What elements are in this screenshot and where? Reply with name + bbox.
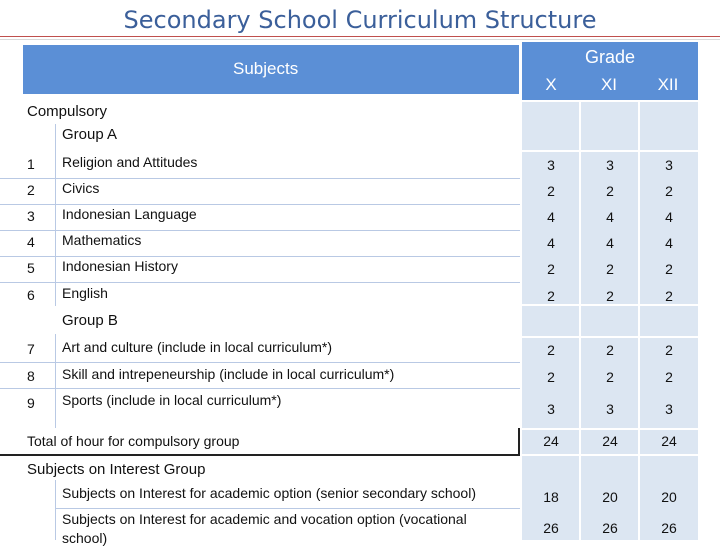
grade-cell [640,306,698,336]
grade-x-value: 3 [547,401,555,417]
grade-cell [522,102,579,150]
grade-xi-value: 2 [606,261,614,277]
grade-cell [581,152,638,304]
grade-x-value: 3 [547,157,555,173]
grade-cell [522,152,579,304]
subject-name-continued: school) [62,530,108,546]
compulsory-label: Compulsory [27,103,108,120]
grade-x-header: X [545,75,557,94]
subject-name: Civics [62,180,100,196]
subject-name: Indonesian History [62,258,178,274]
subject-name: Subjects on Interest for academic and vocation option (vocational [62,511,467,527]
grade-xii-value: 2 [665,288,673,304]
total-xii-value: 24 [661,433,677,449]
grade-xii-value: 3 [665,157,673,173]
interest-group-label: Subjects on Interest Group [27,461,206,478]
subject-name: Religion and Attitudes [62,154,198,170]
group-a-label: Group A [62,126,118,143]
grade-xii-value: 2 [665,369,673,385]
grade-x-value: 2 [547,369,555,385]
grade-xii-value: 4 [665,209,673,225]
row-number: 3 [27,208,35,224]
grade-header [522,42,698,100]
row-number: 5 [27,260,35,276]
grade-xii-value: 2 [665,183,673,199]
subject-name: Mathematics [62,232,142,248]
grade-xi-value: 4 [606,209,614,225]
grade-x-value: 26 [543,520,559,536]
grade-x-value: 18 [543,489,559,505]
grade-x-value: 4 [547,235,555,251]
grade-xii-value: 26 [661,520,677,536]
grade-xi-value: 2 [606,369,614,385]
total-xi-value: 24 [602,433,618,449]
row-number: 6 [27,287,35,303]
subject-name: Indonesian Language [62,206,197,222]
total-x-value: 24 [543,433,559,449]
grade-x-value: 2 [547,342,555,358]
grade-xi-value: 2 [606,342,614,358]
grade-xi-value: 26 [602,520,618,536]
subjects-header-label: Subjects [233,59,299,78]
total-label: Total of hour for compulsory group [27,433,240,449]
grade-x-value: 2 [547,288,555,304]
grade-xii-value: 2 [665,261,673,277]
grade-cell [640,102,698,150]
page-title: Secondary School Curriculum Structure [123,6,597,34]
row-number: 1 [27,156,35,172]
grade-xii-header: XII [657,75,679,94]
grade-xi-header: XI [600,75,618,94]
grade-xii-value: 3 [665,401,673,417]
title-divider-shadow [0,39,720,40]
grade-cell [581,306,638,336]
subject-name: English [62,285,108,301]
grade-cell [640,152,698,304]
grade-cell [522,306,579,336]
grade-x-value: 2 [547,261,555,277]
row-number: 2 [27,182,35,198]
grade-xi-value: 3 [606,401,614,417]
row-number: 9 [27,395,35,411]
subjects-header [23,45,519,94]
grade-xii-value: 20 [661,489,677,505]
row-number: 8 [27,368,35,384]
grade-xi-value: 2 [606,183,614,199]
grade-cell [581,102,638,150]
title-divider [0,36,720,37]
grade-x-value: 4 [547,209,555,225]
grade-header-label: Grade [584,47,636,67]
grade-xii-value: 2 [665,342,673,358]
grade-xi-value: 20 [602,489,618,505]
subject-name: Skill and intrepeneurship (include in local curriculum*) [62,366,395,382]
grade-xi-value: 4 [606,235,614,251]
group-b-label: Group B [62,312,118,329]
grade-xi-value: 3 [606,157,614,173]
row-number: 4 [27,234,35,250]
grade-xii-value: 4 [665,235,673,251]
grade-xi-value: 2 [606,288,614,304]
subject-name: Art and culture (include in local curriculum*) [62,339,332,355]
subject-name: Sports (include in local curriculum*) [62,392,282,408]
grade-x-value: 2 [547,183,555,199]
row-number: 7 [27,341,35,357]
subject-name: Subjects on Interest for academic option (senior secondary school) [62,485,476,501]
